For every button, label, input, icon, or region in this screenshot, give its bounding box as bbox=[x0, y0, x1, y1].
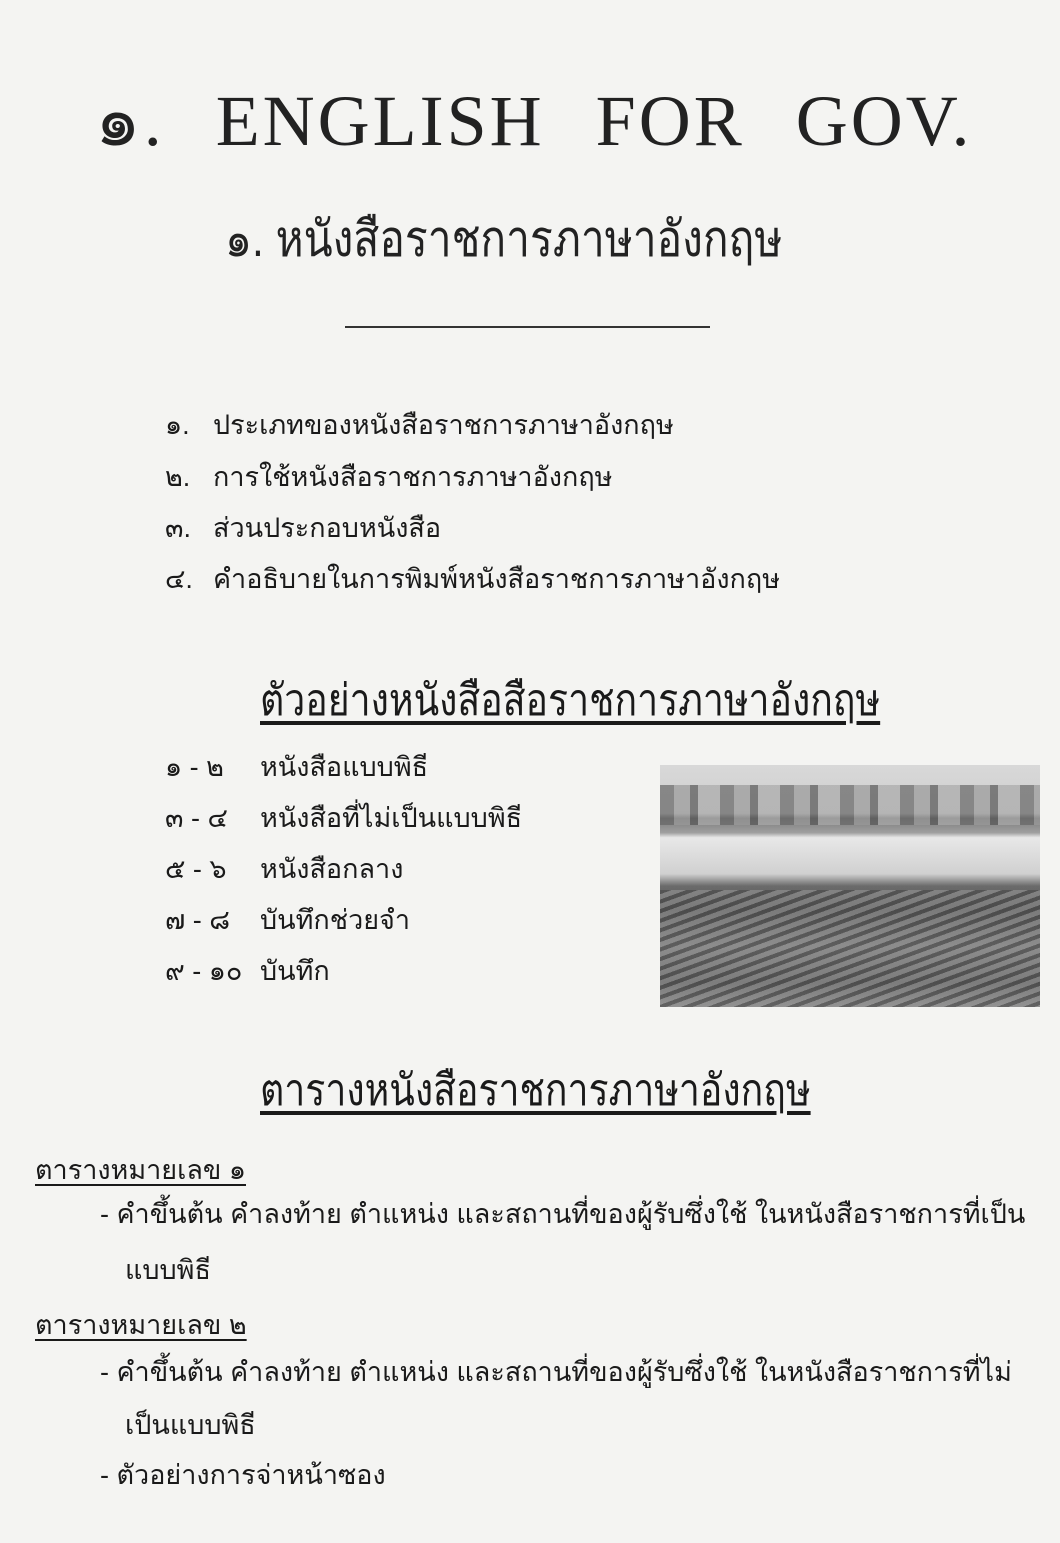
topic-text: การใช้หนังสือราชการภาษาอังกฤษ bbox=[213, 462, 613, 492]
example-pages: ๗ - ๘ bbox=[165, 905, 231, 935]
topic-number: ๔. bbox=[165, 564, 193, 594]
table-1-description-cont: แบบพิธี bbox=[125, 1255, 211, 1285]
document-subtitle: ๑. หนังสือราชการภาษาอังกฤษ bbox=[225, 211, 783, 267]
example-text: หนังสือที่ไม่เป็นแบบพิธี bbox=[260, 803, 523, 833]
table-1-description: - คำขึ้นต้น คำลงท้าย ตำแหน่ง และสถานที่ของผู้รับซึ่งใช้ ในหนังสือราชการที่เป็น bbox=[100, 1199, 1026, 1229]
examples-heading: ตัวอย่างหนังสือสือราชการภาษาอังกฤษ bbox=[260, 676, 881, 725]
table-2-envelope-example: - ตัวอย่างการจ่าหน้าซอง bbox=[100, 1460, 386, 1490]
topic-item bbox=[165, 455, 612, 498]
example-item bbox=[165, 796, 522, 839]
topic-text: คำอธิบายในการพิมพ์หนังสือราชการภาษาอังกฤษ bbox=[213, 564, 781, 594]
photo-field bbox=[660, 890, 1040, 1007]
topic-item bbox=[165, 403, 674, 446]
example-item bbox=[165, 898, 410, 941]
photo-treeline bbox=[660, 785, 1040, 825]
example-pages: ๕ - ๖ bbox=[165, 854, 227, 884]
example-text: บันทึก bbox=[260, 956, 330, 986]
example-item bbox=[165, 949, 330, 992]
table-2-description: - คำขึ้นต้น คำลงท้าย ตำแหน่ง และสถานที่ของผู้รับซึ่งใช้ ในหนังสือราชการที่ไม่ bbox=[100, 1357, 1012, 1387]
table-1-label: ตารางหมายเลข ๑ bbox=[35, 1155, 246, 1185]
example-text: หนังสือกลาง bbox=[260, 854, 404, 884]
landscape-photo bbox=[660, 765, 1040, 1007]
table-2-description-cont: เป็นแบบพิธี bbox=[125, 1410, 256, 1440]
topic-item bbox=[165, 506, 441, 549]
topic-text: ส่วนประกอบหนังสือ bbox=[213, 513, 442, 543]
example-pages: ๙ - ๑๐ bbox=[165, 956, 243, 986]
topic-number: ๑. bbox=[165, 410, 190, 440]
topic-number: ๓. bbox=[165, 513, 191, 543]
document-title: ๑. ENGLISH FOR GOV. bbox=[95, 81, 973, 161]
topic-text: ประเภทของหนังสือราชการภาษาอังกฤษ bbox=[213, 410, 674, 440]
example-pages: ๓ - ๔ bbox=[165, 803, 228, 833]
topic-number: ๒. bbox=[165, 462, 191, 492]
table-2-label: ตารางหมายเลข ๒ bbox=[35, 1310, 247, 1340]
example-text: บันทึกช่วยจำ bbox=[260, 905, 411, 935]
tables-heading: ตารางหนังสือราชการภาษาอังกฤษ bbox=[260, 1066, 811, 1115]
example-text: หนังสือแบบพิธี bbox=[260, 752, 429, 782]
example-item bbox=[165, 847, 403, 890]
topic-item bbox=[165, 557, 780, 600]
example-pages: ๑ - ๒ bbox=[165, 752, 224, 782]
divider bbox=[345, 326, 710, 328]
example-item bbox=[165, 745, 428, 788]
